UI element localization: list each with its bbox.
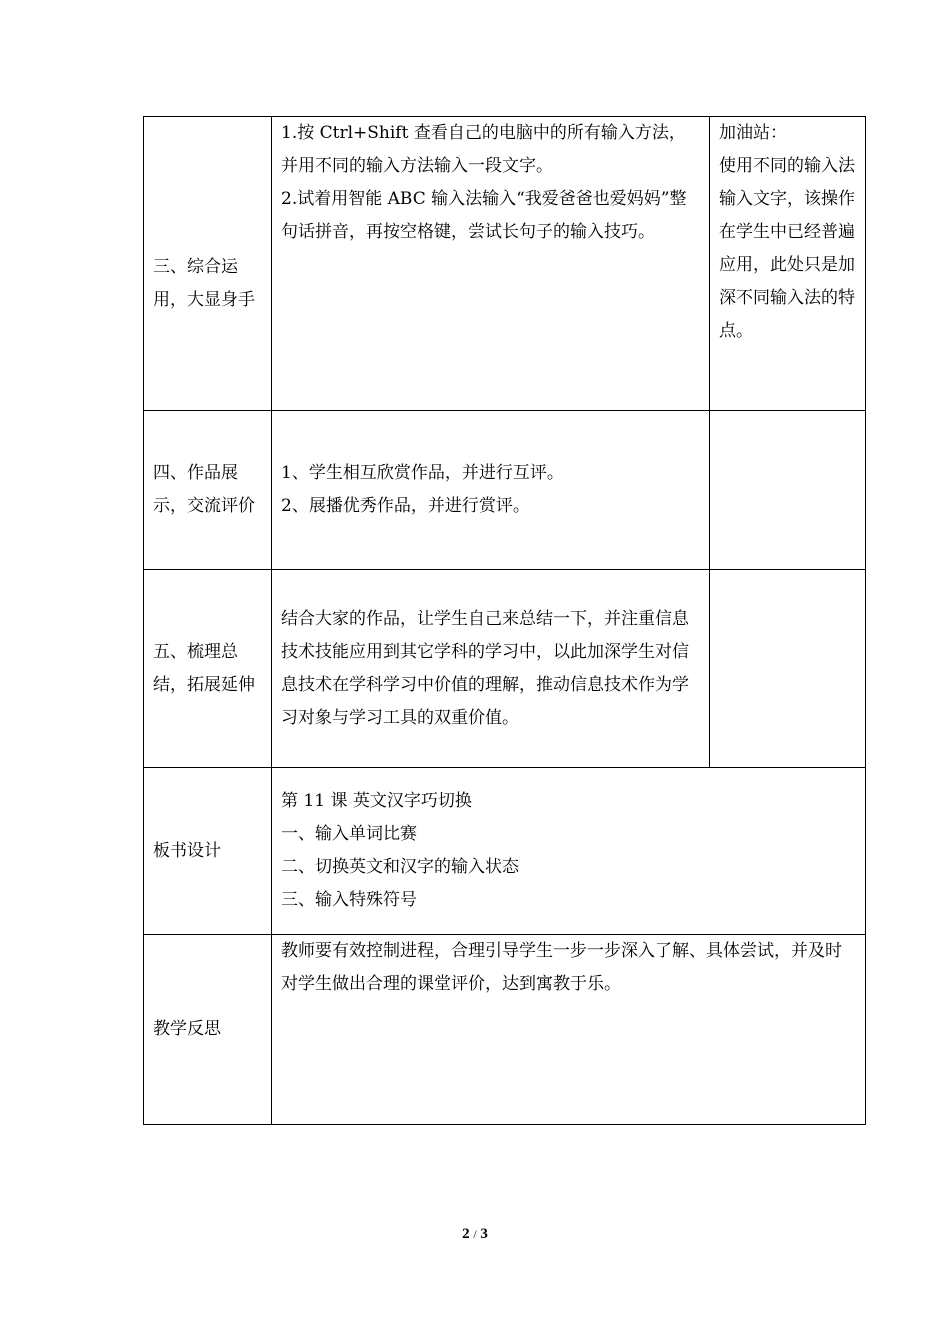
stage-label: 四、作品展示，交流评价 (153, 463, 255, 516)
board-label: 板书设计 (153, 840, 221, 861)
table-row (144, 117, 866, 411)
page-total: 3 (480, 1226, 488, 1242)
reflection-content-cell (272, 935, 866, 1125)
reflection-label: 教学反思 (153, 1019, 221, 1039)
note-cell (710, 570, 866, 768)
table-row (144, 411, 866, 570)
reflection-label-cell (144, 935, 272, 1125)
stage-label: 三、综合运用，大显身手 (153, 256, 255, 310)
table-row (144, 935, 866, 1125)
table-row (144, 570, 866, 768)
content-line: 结合大家的作品，让学生自己来总结一下，并注重信息技术技能应用到其它学科的学习中，以此加深学生对信息技术在学科学习中价值的理解，推动信息技术作为学习对象与学习工具的双重价值。 (281, 608, 689, 728)
page-separator: / (473, 1227, 477, 1241)
board-line: 一、输入单词比赛 (281, 824, 417, 844)
page-current: 2 (462, 1226, 470, 1242)
stage-cell (144, 411, 272, 570)
content-cell (272, 411, 710, 570)
stage-cell (144, 117, 272, 411)
note-title: 加油站： (719, 123, 787, 143)
stage-label: 五、梳理总结，拓展延伸 (153, 641, 255, 695)
note-text: 使用不同的输入法输入文字，该操作在学生中已经普遍应用，此处只是加深不同输入法的特点。 (719, 156, 855, 341)
note-cell (710, 411, 866, 570)
stage-cell (144, 570, 272, 768)
board-line: 二、切换英文和汉字的输入状态 (281, 857, 519, 877)
content-cell (272, 570, 710, 768)
lesson-plan-table (143, 116, 866, 1125)
content-line: 2.试着用智能 ABC 输入法输入“我爱爸爸也爱妈妈”整句话拼音，再按空格键，尝试长句子的输入技巧。 (281, 189, 687, 242)
page-number (0, 1226, 950, 1243)
content-cell (272, 117, 710, 411)
board-line: 三、输入特殊符号 (281, 890, 417, 910)
table-row (144, 768, 866, 935)
board-label-cell (144, 768, 272, 935)
content-line: 1.按 Ctrl+Shift 查看自己的电脑中的所有输入方法，并用不同的输入方法输入一段文字。 (281, 123, 686, 176)
content-line: 1、学生相互欣赏作品，并进行互评。 (281, 463, 564, 483)
board-content-cell (272, 768, 866, 935)
board-line: 第 11 课 英文汉字巧切换 (281, 791, 472, 811)
content-line: 2、展播优秀作品，并进行赏评。 (281, 496, 530, 516)
reflection-text: 教师要有效控制进程，合理引导学生一步一步深入了解、具体尝试，并及时对学生做出合理的课堂评价，达到寓教于乐。 (281, 941, 842, 994)
note-cell (710, 117, 866, 411)
